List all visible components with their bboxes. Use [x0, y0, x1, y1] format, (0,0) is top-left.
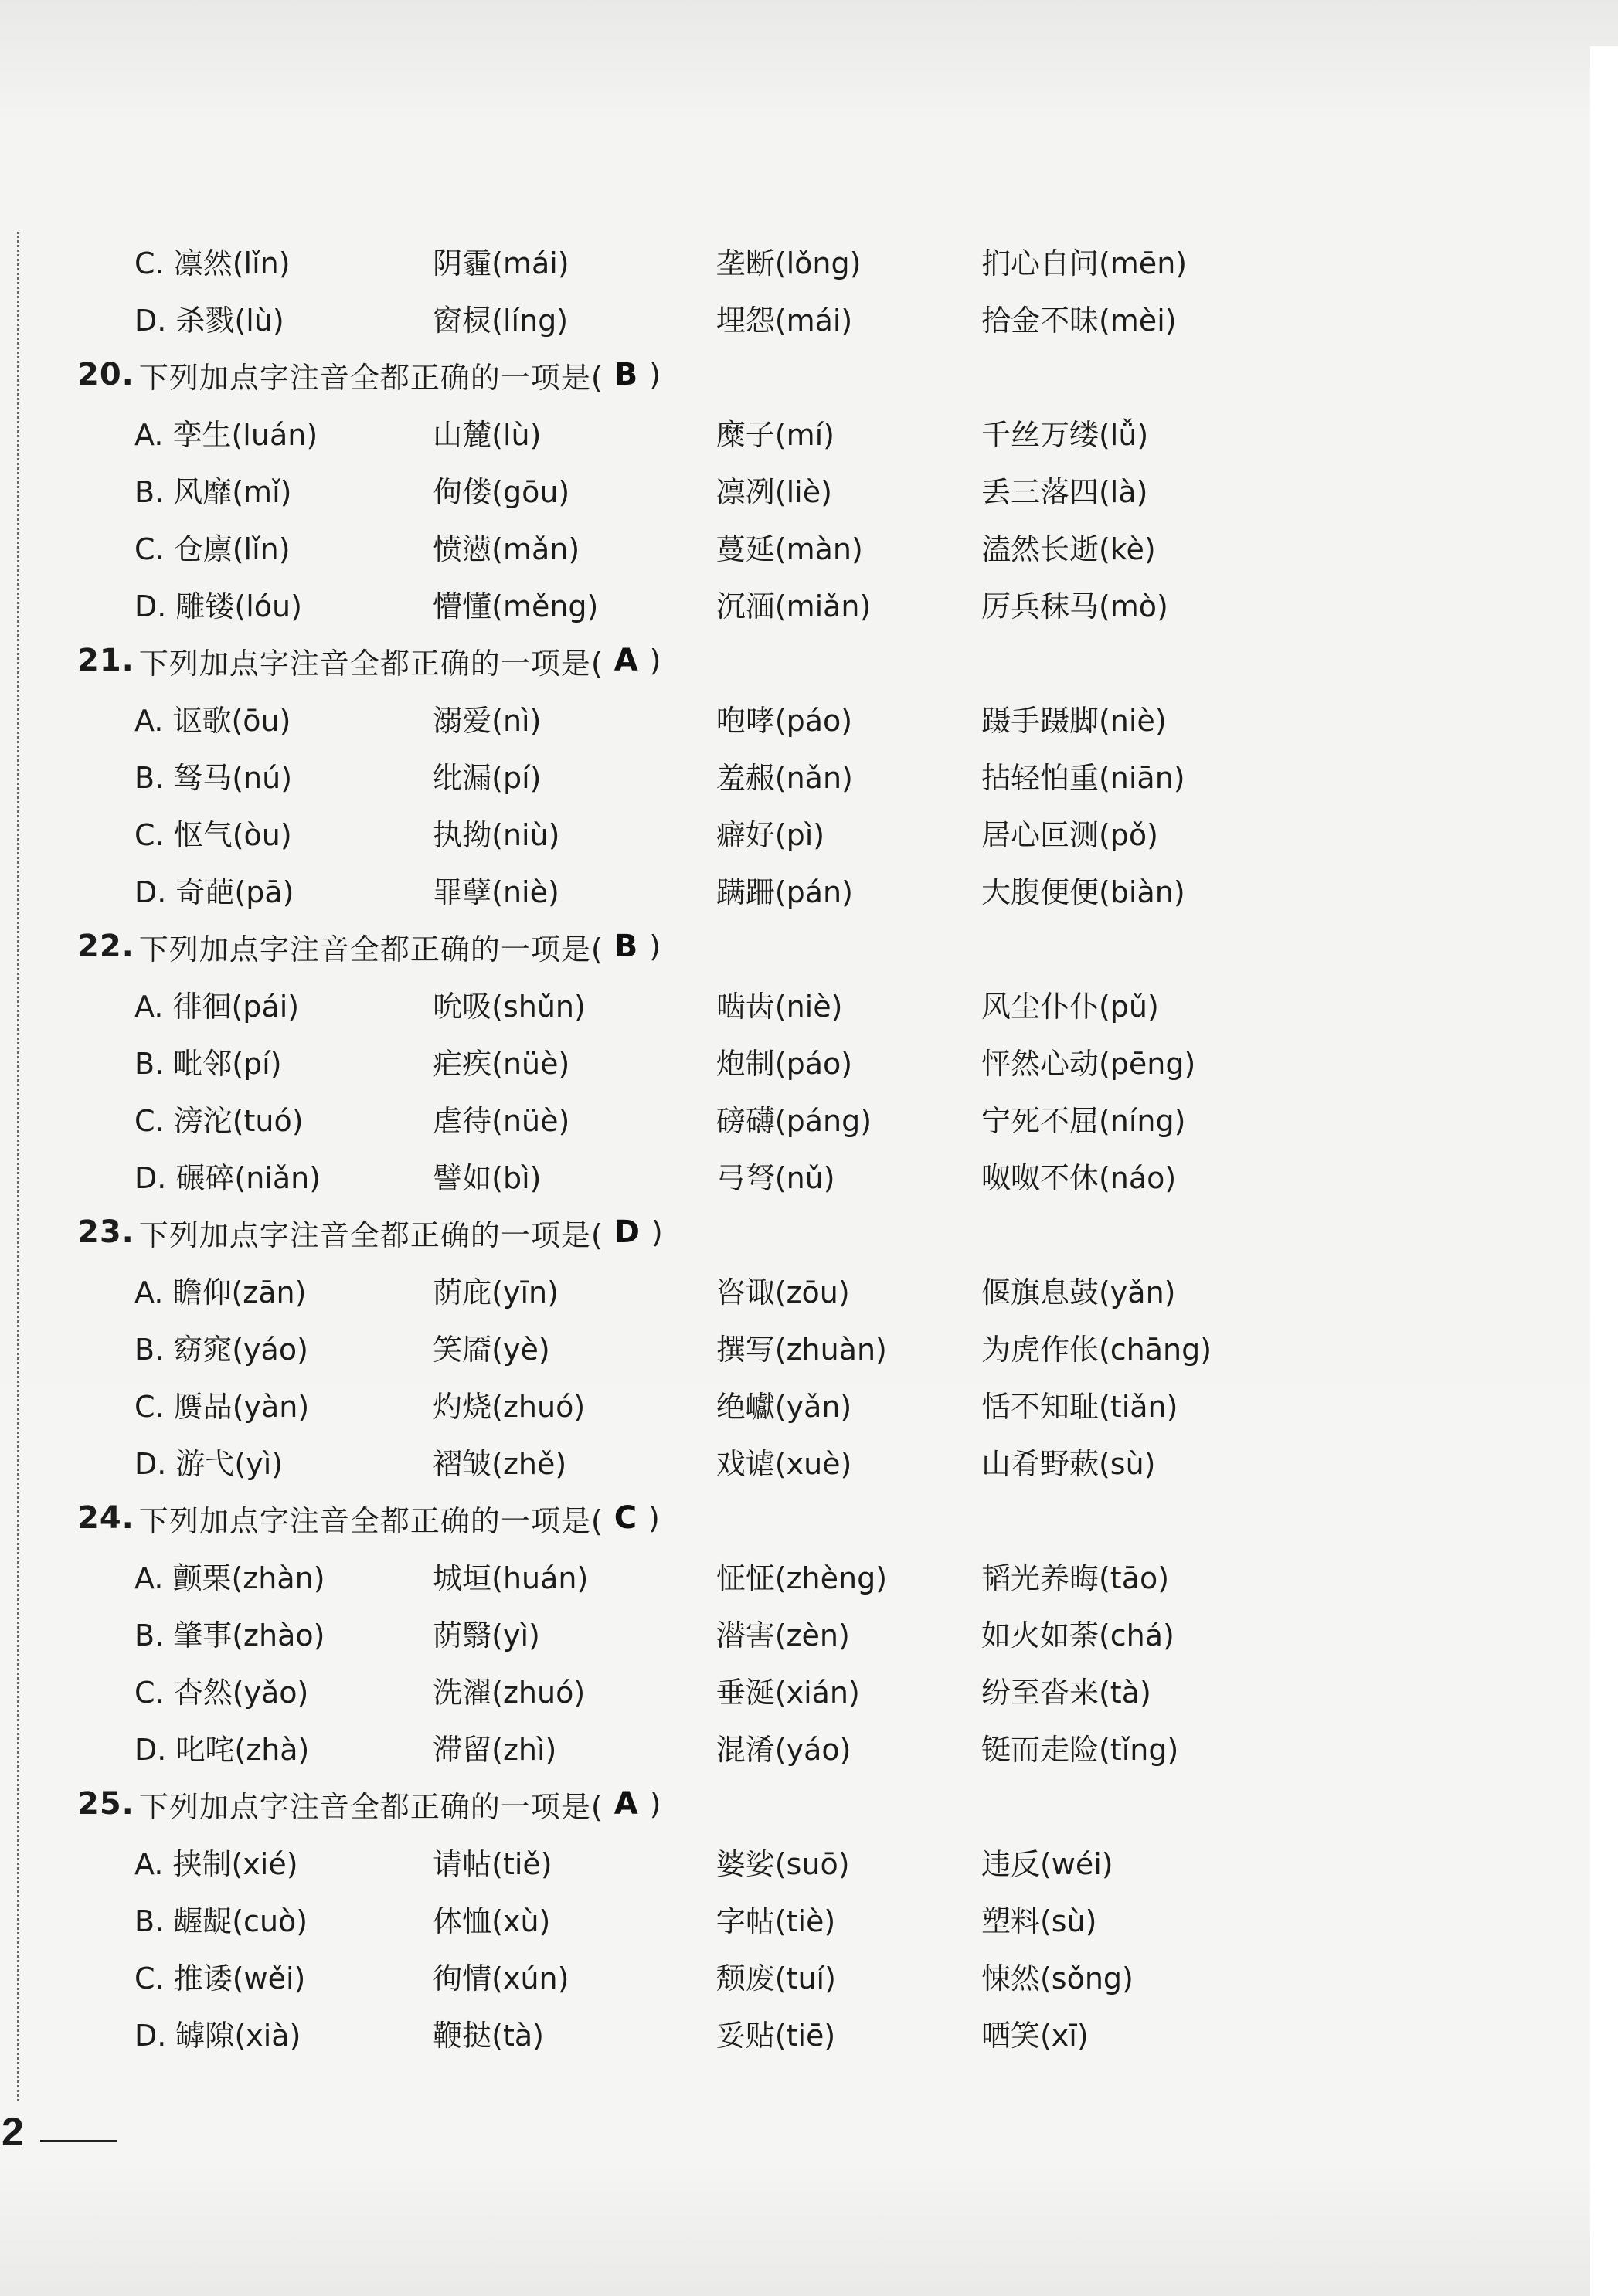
option-cell: D. 杀戮(lù): [134, 303, 284, 338]
option-cell: 丢三落四(là): [981, 474, 1148, 509]
option-cell: 婆娑(suō): [716, 1846, 850, 1881]
option-cell: 垄断(lǒng): [716, 246, 862, 280]
option-cell: B. 驽马(nú): [134, 760, 293, 795]
option-row: [77, 460, 1283, 518]
option-cell: 虐待(nüè): [433, 1103, 570, 1138]
option-cell: C. 滂沱(tuó): [134, 1103, 304, 1138]
option-cell: 大腹便便(biàn): [981, 875, 1185, 909]
question-stem: [77, 346, 1283, 403]
question-21: [77, 632, 1283, 918]
option-cell: 笑靥(yè): [433, 1332, 550, 1367]
question-stem: [77, 1489, 1283, 1547]
option-cell: B. 肇事(zhào): [134, 1618, 325, 1652]
option-cell: C. 凛然(lǐn): [134, 246, 291, 280]
option-cell: 啮齿(niè): [716, 989, 843, 1024]
option-cell: 弓弩(nǔ): [716, 1160, 835, 1195]
question-25: [77, 1775, 1283, 2061]
closing-paren: ): [649, 644, 662, 678]
question-24: [77, 1489, 1283, 1775]
option-cell: 山麓(lù): [433, 417, 542, 452]
answer-letter: B: [614, 929, 639, 964]
option-cell: 字帖(tiè): [716, 1904, 836, 1938]
option-cell: 戏谑(xuè): [716, 1446, 852, 1481]
option-cell: A. 徘徊(pái): [134, 989, 300, 1024]
option-cell: A. 孪生(luán): [134, 417, 318, 452]
option-cell: D. 叱咤(zhà): [134, 1732, 310, 1767]
option-row: [77, 1375, 1283, 1432]
option-cell: 恬不知耻(tiǎn): [981, 1389, 1178, 1424]
option-cell: 沉湎(miǎn): [716, 589, 872, 623]
option-row: [77, 803, 1283, 861]
option-cell: 蹒跚(pán): [716, 875, 853, 909]
option-cell: 蹑手蹑脚(niè): [981, 703, 1167, 738]
option-cell: 溺爱(nì): [433, 703, 542, 738]
question-number: 22.: [77, 929, 134, 964]
option-row: [77, 1661, 1283, 1718]
page-edge: [1590, 46, 1618, 2296]
closing-paren: ): [648, 1501, 661, 1535]
option-row: [77, 289, 1283, 346]
option-row: [77, 518, 1283, 575]
option-cell: 譬如(bì): [433, 1160, 542, 1195]
question-number: 23.: [77, 1214, 134, 1250]
question-text: 下列加点字注音全都正确的一项是(: [138, 360, 603, 395]
option-row: [77, 861, 1283, 918]
option-cell: C. 杳然(yǎo): [134, 1675, 309, 1710]
option-cell: B. 龌龊(cuò): [134, 1904, 308, 1938]
question-text: 下列加点字注音全都正确的一项是(: [138, 1789, 603, 1824]
question-number: 24.: [77, 1500, 134, 1536]
option-cell: C. 怄气(òu): [134, 817, 292, 852]
option-cell: 宁死不屈(níng): [981, 1103, 1186, 1138]
option-row: [77, 1261, 1283, 1318]
option-cell: 铤而走险(tǐng): [981, 1732, 1179, 1767]
option-row: [77, 1832, 1283, 1890]
option-cell: 悚然(sǒng): [981, 1961, 1134, 1995]
option-cell: 山肴野蔌(sù): [981, 1446, 1156, 1481]
option-cell: A. 讴歌(ōu): [134, 703, 291, 738]
option-cell: 哂笑(xī): [981, 2018, 1089, 2053]
option-cell: 癖好(pì): [716, 817, 825, 852]
question-number: 20.: [77, 357, 134, 392]
option-row: [77, 232, 1283, 289]
option-cell: 厉兵秣马(mò): [981, 589, 1168, 623]
option-cell: 蔓延(màn): [716, 532, 863, 566]
option-row: [77, 1947, 1283, 2004]
question-text: 下列加点字注音全都正确的一项是(: [138, 646, 603, 681]
option-cell: 绝巘(yǎn): [716, 1389, 852, 1424]
option-cell: 鞭挞(tà): [433, 2018, 544, 2053]
option-cell: D. 游弋(yì): [134, 1446, 284, 1481]
option-cell: 洗濯(zhuó): [433, 1675, 586, 1710]
option-cell: C. 仓廪(lǐn): [134, 532, 291, 566]
question-stem: [77, 632, 1283, 689]
option-cell: 褶皱(zhě): [433, 1446, 567, 1481]
question-text: 下列加点字注音全都正确的一项是(: [138, 1218, 603, 1252]
option-cell: 纰漏(pí): [433, 760, 542, 795]
option-cell: 风尘仆仆(pǔ): [981, 989, 1159, 1024]
option-cell: 徇情(xún): [433, 1961, 569, 1995]
previous-question-continuation: [77, 232, 1283, 346]
option-cell: 纷至沓来(tà): [981, 1675, 1151, 1710]
option-cell: 羞赧(nǎn): [716, 760, 853, 795]
option-cell: B. 窈窕(yáo): [134, 1332, 308, 1367]
question-22: [77, 918, 1283, 1204]
option-cell: 荫翳(yì): [433, 1618, 540, 1652]
option-cell: 居心叵测(pǒ): [981, 817, 1158, 852]
question-number: 21.: [77, 643, 134, 678]
option-cell: 拾金不昧(mèi): [981, 303, 1177, 338]
option-row: [77, 1890, 1283, 1947]
option-cell: B. 风靡(mǐ): [134, 474, 292, 509]
option-cell: 千丝万缕(lǚ): [981, 417, 1149, 452]
question-23: [77, 1204, 1283, 1489]
option-cell: 炮制(páo): [716, 1046, 853, 1081]
option-cell: 偃旗息鼓(yǎn): [981, 1275, 1176, 1309]
option-row: [77, 689, 1283, 746]
answer-letter: C: [614, 1500, 638, 1536]
option-cell: B. 毗邻(pí): [134, 1046, 282, 1081]
option-cell: 撰写(zhuàn): [716, 1332, 887, 1367]
option-cell: 吮吸(shǔn): [433, 989, 586, 1024]
option-cell: 荫庇(yīn): [433, 1275, 559, 1309]
option-cell: 执拗(niù): [433, 817, 560, 852]
question-stem: [77, 1204, 1283, 1261]
option-cell: 颓废(tuí): [716, 1961, 836, 1995]
question-list: [77, 232, 1283, 2061]
option-cell: 疟疾(nüè): [433, 1046, 570, 1081]
option-cell: 咨诹(zōu): [716, 1275, 850, 1309]
option-cell: 滞留(zhì): [433, 1732, 557, 1767]
option-cell: 怦然心动(pēng): [981, 1046, 1196, 1081]
option-cell: 拈轻怕重(niān): [981, 760, 1185, 795]
question-20: [77, 346, 1283, 632]
option-cell: 埋怨(mái): [716, 303, 853, 338]
option-cell: 体恤(xù): [433, 1904, 551, 1938]
answer-letter: B: [614, 357, 639, 392]
option-cell: 懵懂(měng): [433, 589, 599, 623]
option-cell: 糜子(mí): [716, 417, 834, 452]
option-cell: D. 奇葩(pā): [134, 875, 294, 909]
option-cell: 呶呶不休(náo): [981, 1160, 1177, 1195]
option-row: [77, 975, 1283, 1032]
question-number: 25.: [77, 1786, 134, 1822]
option-row: [77, 1318, 1283, 1375]
option-row: [77, 403, 1283, 460]
option-cell: 灼烧(zhuó): [433, 1389, 586, 1424]
option-cell: C. 推诿(wěi): [134, 1961, 306, 1995]
question-stem: [77, 1775, 1283, 1832]
closing-paren: ): [649, 929, 662, 963]
page-number-rule: [40, 2140, 117, 2142]
option-cell: 怔怔(zhèng): [716, 1561, 888, 1595]
option-cell: D. 雕镂(lóu): [134, 589, 302, 623]
option-cell: 咆哮(páo): [716, 703, 853, 738]
option-cell: 溘然长逝(kè): [981, 532, 1156, 566]
option-cell: 扪心自问(mēn): [981, 246, 1188, 280]
option-row: [77, 1089, 1283, 1146]
option-cell: A. 挟制(xié): [134, 1846, 298, 1881]
option-cell: 韬光养晦(tāo): [981, 1561, 1170, 1595]
answer-letter: A: [614, 1786, 639, 1822]
option-cell: 为虎作伥(chāng): [981, 1332, 1212, 1367]
answer-letter: D: [614, 1214, 641, 1250]
closing-paren: ): [649, 1787, 662, 1821]
option-cell: 罪孽(niè): [433, 875, 559, 909]
option-row: [77, 2004, 1283, 2061]
option-cell: 阴霾(mái): [433, 246, 569, 280]
option-cell: 磅礴(páng): [716, 1103, 872, 1138]
option-cell: C. 赝品(yàn): [134, 1389, 310, 1424]
option-cell: A. 颤栗(zhàn): [134, 1561, 325, 1595]
option-row: [77, 1604, 1283, 1661]
option-cell: A. 瞻仰(zān): [134, 1275, 307, 1309]
option-cell: 凛冽(liè): [716, 474, 832, 509]
closing-paren: ): [649, 358, 662, 392]
option-cell: 垂涎(xián): [716, 1675, 860, 1710]
option-cell: 妥贴(tiē): [716, 2018, 836, 2053]
question-text: 下列加点字注音全都正确的一项是(: [138, 932, 603, 966]
option-row: [77, 1547, 1283, 1604]
option-row: [77, 1718, 1283, 1775]
option-row: [77, 1432, 1283, 1489]
question-text: 下列加点字注音全都正确的一项是(: [138, 1503, 603, 1538]
option-cell: 混淆(yáo): [716, 1732, 851, 1767]
option-cell: 请帖(tiě): [433, 1846, 552, 1881]
option-cell: 潜害(zèn): [716, 1618, 850, 1652]
option-row: [77, 575, 1283, 632]
option-cell: 愤懑(mǎn): [433, 532, 580, 566]
option-cell: D. 罅隙(xià): [134, 2018, 301, 2053]
binding-margin-line: [17, 232, 19, 2101]
option-row: [77, 746, 1283, 803]
option-cell: D. 碾碎(niǎn): [134, 1160, 321, 1195]
option-cell: 违反(wéi): [981, 1846, 1113, 1881]
option-cell: 城垣(huán): [433, 1561, 589, 1595]
option-row: [77, 1146, 1283, 1204]
option-cell: 佝偻(gōu): [433, 474, 570, 509]
option-cell: 窗棂(líng): [433, 303, 569, 338]
closing-paren: ): [651, 1215, 664, 1249]
option-row: [77, 1032, 1283, 1089]
option-cell: 塑料(sù): [981, 1904, 1097, 1938]
answer-letter: A: [614, 643, 639, 678]
page-number: 2: [2, 2110, 24, 2155]
question-stem: [77, 918, 1283, 975]
option-cell: 如火如荼(chá): [981, 1618, 1174, 1652]
